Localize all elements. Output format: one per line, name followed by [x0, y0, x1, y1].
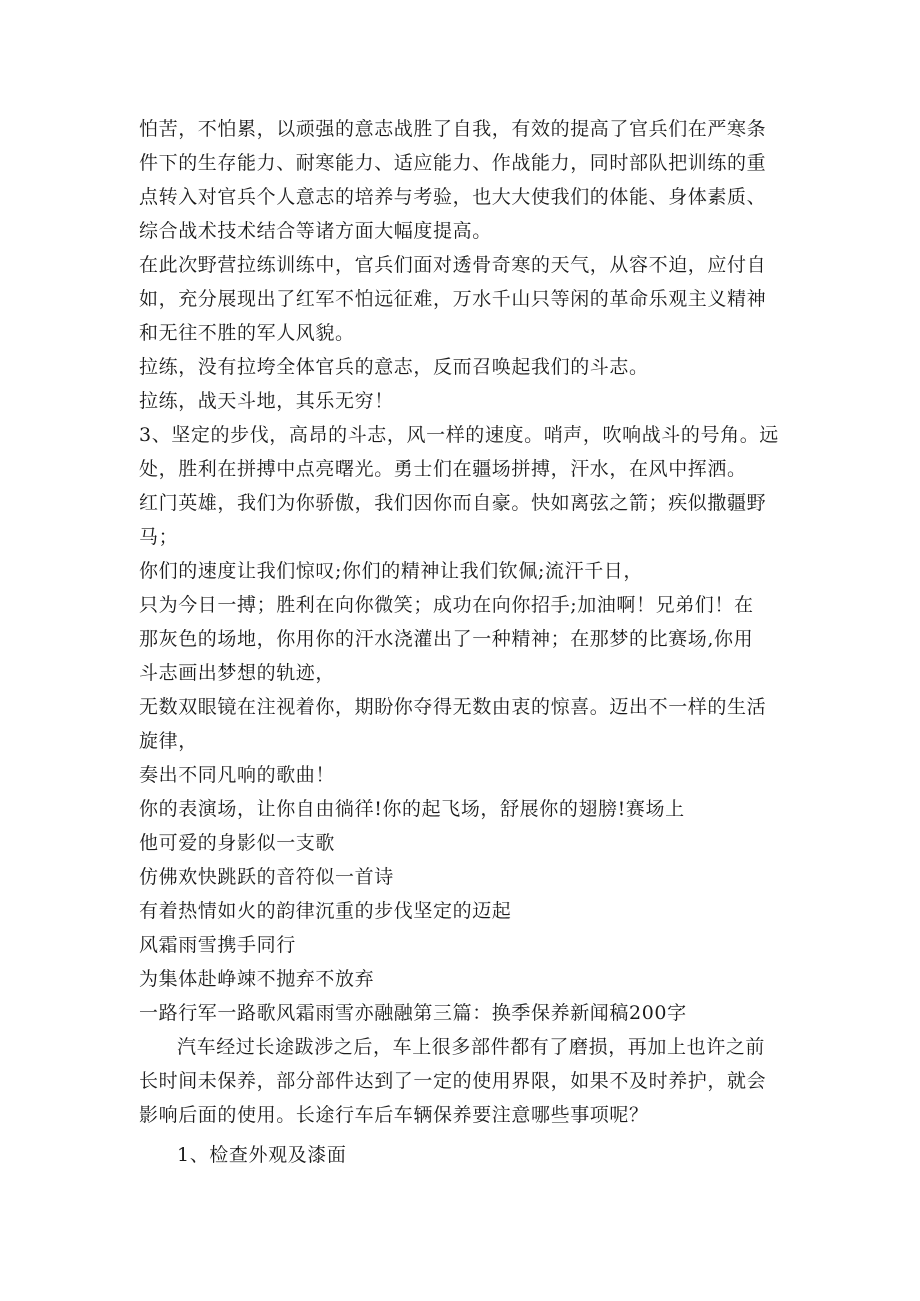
text-line: 综合战术技术结合等诸方面大幅度提高。 [139, 220, 492, 242]
text-line: 马； [139, 526, 179, 548]
text-line: 如，充分展现出了红军不怕远征难，万水千山只等闲的革命乐观主义精神 [139, 288, 767, 310]
paragraph-line: 影响后面的使用。长途行车后车辆保养要注意哪些事项呢？ [139, 1104, 649, 1126]
text-line: 拉练，战天斗地，其乐无穷！ [139, 390, 394, 412]
text-line: 红门英雄，我们为你骄傲，我们因你而自豪。快如离弦之箭；疾似撒疆野 [139, 492, 767, 514]
text-line: 怕苦，不怕累，以顽强的意志战胜了自我，有效的提高了官兵们在严寒条 [139, 118, 767, 140]
list-item-heading: 1、检查外观及漆面 [177, 1144, 347, 1166]
paragraph-line: 长时间未保养，部分部件达到了一定的使用界限，如果不及时养护，就会 [139, 1070, 767, 1092]
text-line: 你的表演场，让你自由徜徉!你的起飞场，舒展你的翅膀!赛场上 [139, 798, 685, 820]
text-line: 点转入对官兵个人意志的培养与考验，也大大使我们的体能、身体素质、 [139, 186, 767, 208]
text-line: 无数双眼镜在注视着你，期盼你夺得无数由衷的惊喜。迈出不一样的生活 [139, 696, 767, 718]
text-line: 为集体赴峥竦不抛弃不放弃 [139, 968, 375, 990]
text-line: 旋律， [139, 730, 198, 752]
text-line: 你们的速度让我们惊叹;你们的精神让我们钦佩;流汗千日， [139, 560, 644, 582]
text-line: 在此次野营拉练训练中，官兵们面对透骨奇寒的天气，从容不迫，应付自 [139, 254, 767, 276]
text-line: 3、坚定的步伐，高昂的斗志，风一样的速度。哨声，吹响战斗的号角。远 [139, 424, 779, 446]
text-line: 只为今日一搏；胜利在向你微笑；成功在向你招手;加油啊！兄弟们！在 [139, 594, 754, 616]
text-line: 他可爱的身影似一支歌 [139, 832, 336, 854]
text-line: 有着热情如火的韵律沉重的步伐坚定的迈起 [139, 900, 512, 922]
section-heading-line: 一路行军一路歌风霜雨雪亦融融第三篇：换季保养新闻稿200字 [139, 1002, 687, 1024]
text-line: 拉练，没有拉垮全体官兵的意志，反而召唤起我们的斗志。 [139, 356, 649, 378]
text-line: 和无往不胜的军人风貌。 [139, 322, 355, 344]
text-line: 那灰色的场地，你用你的汗水浇灌出了一种精神；在那梦的比赛场,你用 [139, 628, 754, 650]
text-line: 奏出不同凡响的歌曲！ [139, 764, 336, 786]
document-body [139, 112, 785, 1172]
text-line: 处，胜利在拼搏中点亮曙光。勇士们在疆场拼搏，汗水，在风中挥洒。 [139, 458, 747, 480]
text-line: 斗志画出梦想的轨迹， [139, 662, 336, 684]
text-line: 仿佛欢快跳跃的音符似一首诗 [139, 866, 394, 888]
text-line: 风霜雨雪携手同行 [139, 934, 296, 956]
paragraph-line: 汽车经过长途跋涉之后，车上很多部件都有了磨损，再加上也许之前 [177, 1036, 766, 1058]
text-line: 件下的生存能力、耐寒能力、适应能力、作战能力，同时部队把训练的重 [139, 152, 767, 174]
